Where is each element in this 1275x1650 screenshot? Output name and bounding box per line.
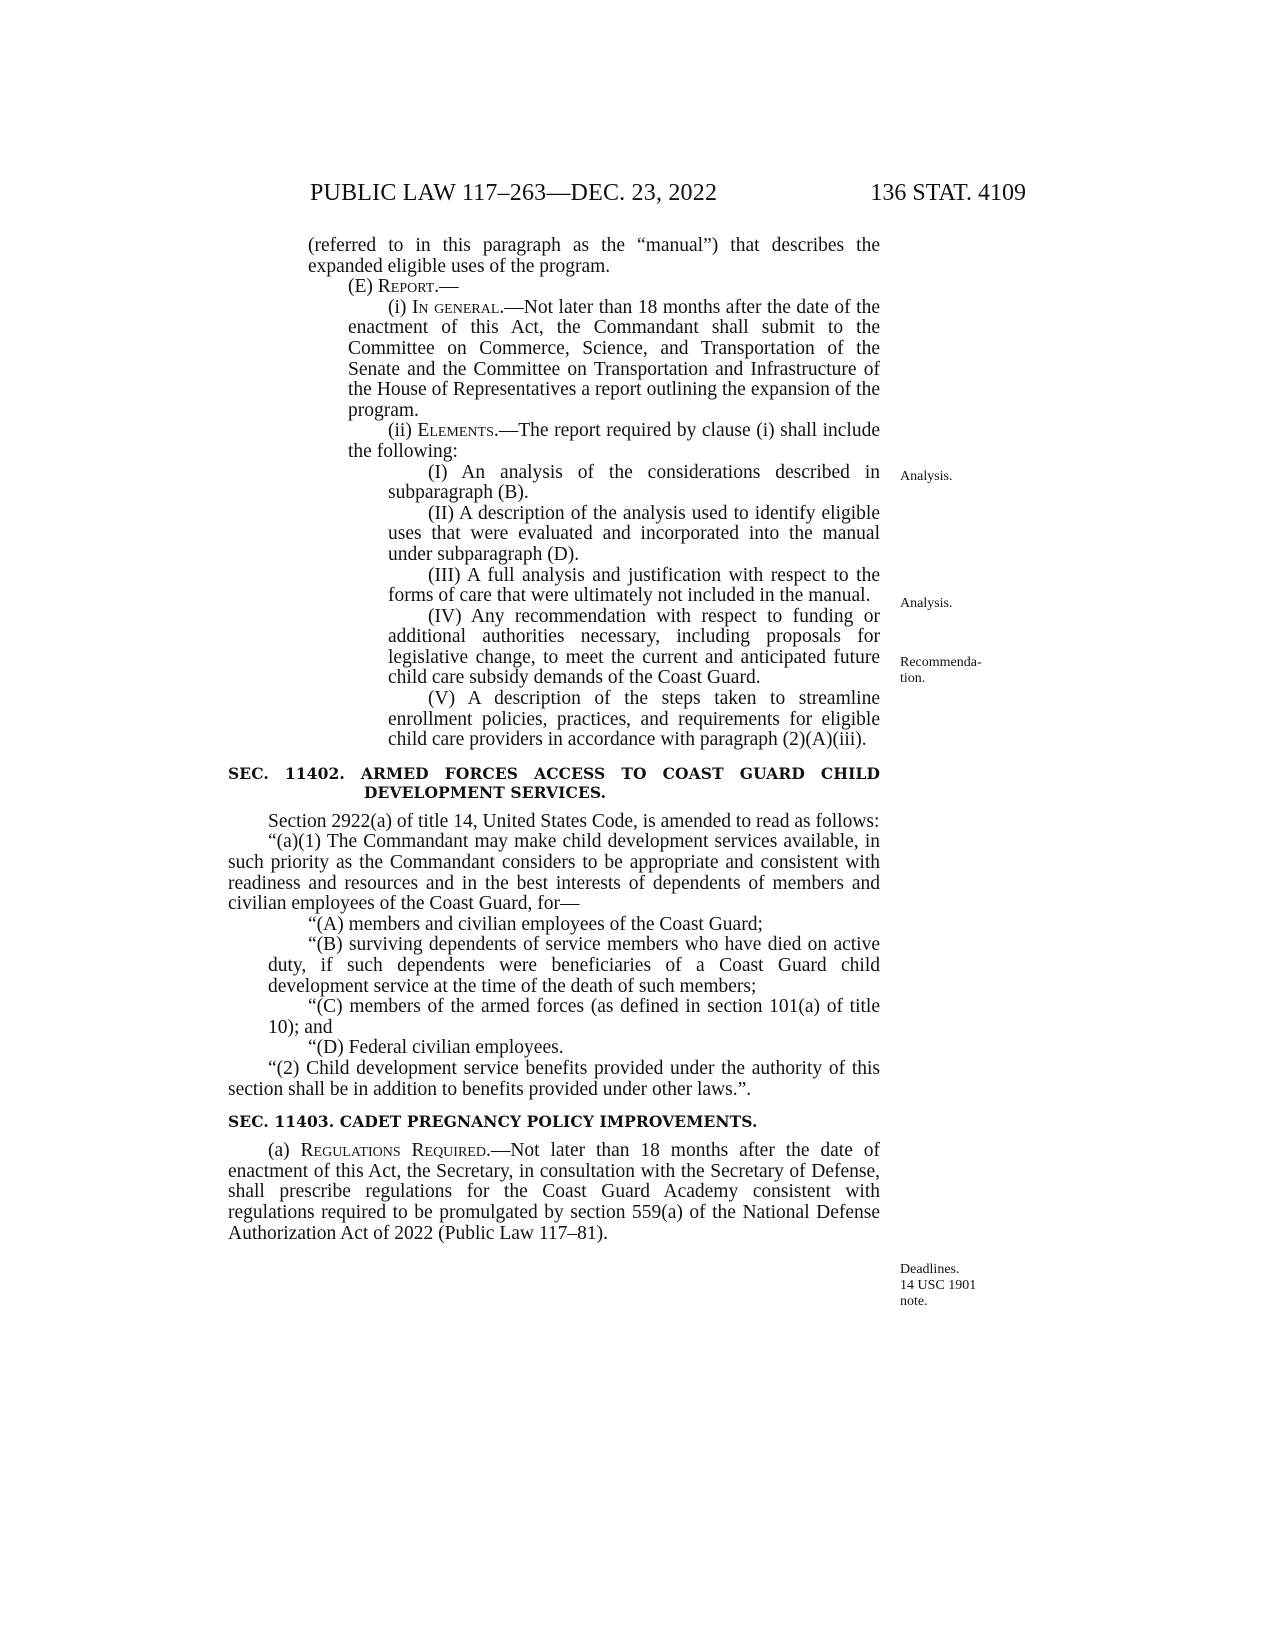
margin-note-deadlines-line1: Deadlines. [900,1262,960,1277]
running-head-title: PUBLIC LAW 117–263—DEC. 23, 2022 [310,180,718,206]
clause-i-label: (i) [388,296,412,318]
margin-note-recommendation-line2: tion. [900,671,926,686]
subclauses [228,463,880,751]
quoted-subparagraphs [228,915,880,1059]
subclause-iii: (III) A full analysis and justification with respect to the forms of care that were ultimately not included in the manual. [388,564,880,607]
subclause-i: (I) An analysis of the considerations described in subparagraph (B). [388,461,880,504]
margin-note-recommendation [900,655,982,687]
subparagraph-e-heading [308,277,880,298]
margin-note-analysis-2: Analysis. [900,596,953,611]
subsection-a-title: Regulations Required [300,1140,486,1162]
margin-note-deadlines [900,1262,976,1310]
clause-i-body: .—Not later than 18 months after the date of the enactment of this Act, the Commandant shall submit to the Committee on Commerce, Science, and Transportation of the Senate and the Committee on Transportation and Infrastructure of the House of Representatives a report outlining the expansion of the program. [348,296,881,421]
document-body [228,236,880,1244]
section-11402-heading: SEC. 11402. ARMED FORCES ACCESS TO COAST GUARD CHILD DEVELOPMENT SERVICES. [228,763,880,802]
quoted-subparagraph-a: “(A) members and civilian employees of the Coast Guard; [308,913,763,935]
subclause-ii: (II) A description of the analysis used to identify eligible uses that were evaluated and incorporated into the manual under subparagraph (D). [388,502,880,565]
subclause-v: (V) A description of the steps taken to streamline enrollment policies, practices, and requirements for eligible child care providers in accordance with paragraph (2)(A)(iii). [388,688,880,751]
clause-i [228,298,880,463]
margin-note-recommendation-line1: Recommenda- [900,655,982,670]
subparagraph-e [228,277,880,298]
clause-ii-title: Elements [417,420,494,442]
margin-note-deadlines-line2: 14 USC 1901 [900,1278,977,1293]
subparagraph-e-label: (E) [348,276,378,298]
subsection-a-regulations [228,1141,880,1244]
clause-ii-label: (ii) [388,420,418,442]
subclause-iv: (IV) Any recommendation with respect to funding or additional authorities necessary, including proposals for legislative change, to meet the current and anticipated future child care subsidy demands of the Coast Guard. [388,605,880,689]
statute-page-number: 136 STAT. 4109 [870,180,1026,206]
subparagraph-e-dash: .— [434,276,459,298]
subsection-a-body: .—Not later than 18 months after the date of enactment of this Act, the Secretary, in consultation with the Secretary of Defense, shall prescribe regulations for the Coast Guard Academy consistent with regulations required to be promulgated by section 559(a) of the National Defense Authorization Act of 2022 (Public Law 117–81). [228,1140,880,1244]
subsection-a-label: (a) [268,1140,301,1162]
page-header [310,180,1026,220]
subparagraph-e-title: Report [377,276,435,298]
paragraph-continuation: (referred to in this paragraph as the “manual”) that describes the expanded eligible uses of the program. [308,235,880,277]
clause-i-title: In general [411,296,500,318]
section-11402-intro: Section 2922(a) of title 14, United States Code, is amended to read as follows: [268,810,880,832]
quoted-subparagraph-d: “(D) Federal civilian employees. [308,1037,564,1059]
clause-ii-body: .—The report required by clause (i) shall include the following: [348,420,880,462]
quoted-subparagraph-c: “(C) members of the armed forces (as defined in section 101(a) of title 10); and [268,996,880,1038]
quoted-paragraph-2: “(2) Child development service benefits provided under the authority of this section shall be in addition to benefits provided under other laws.”. [228,1057,880,1100]
clause-ii-text [348,421,880,462]
clause-i-text [348,298,880,422]
quoted-subsection-a1: “(a)(1) The Commandant may make child development services available, in such priority as the Commandant considers to be appropriate and consistent with readiness and resources and in the best interests of dependents of members and civilian employees of the Coast Guard, for— [228,831,880,915]
margin-note-deadlines-line3: note. [900,1294,928,1309]
quoted-subparagraph-b: “(B) surviving dependents of service members who have died on active duty, if such dependents were beneficiaries of a Coast Guard child development service at the time of the death of such members; [268,934,880,997]
section-11403-heading: SEC. 11403. CADET PREGNANCY POLICY IMPROVEMENTS. [228,1112,758,1132]
margin-note-analysis: Analysis. [900,469,953,484]
